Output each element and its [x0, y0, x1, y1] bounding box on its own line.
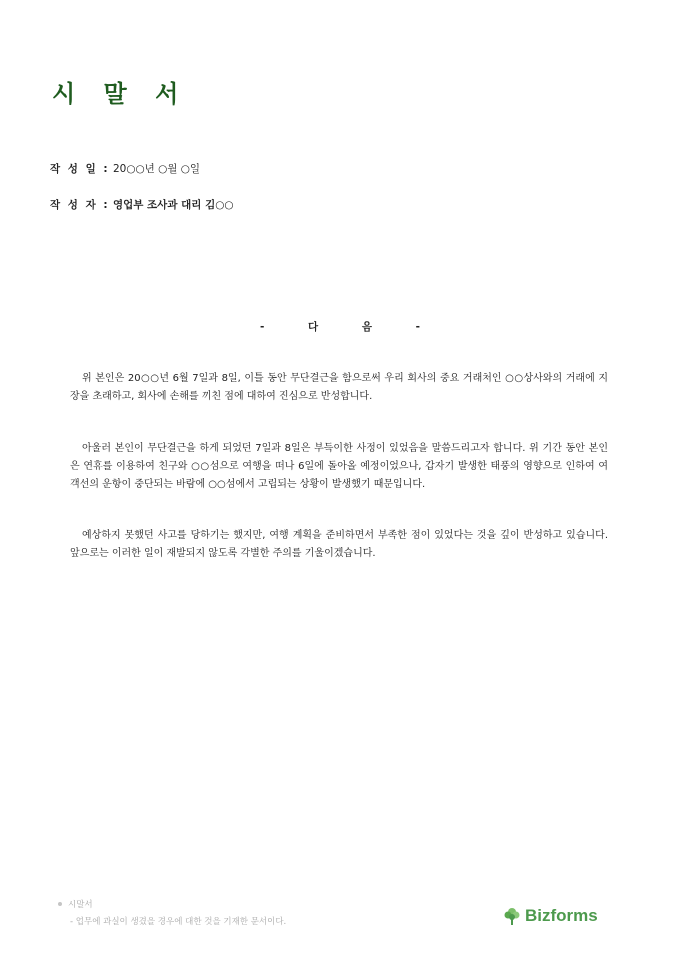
author-line	[50, 197, 234, 212]
footer-note	[58, 898, 286, 927]
paragraph-3: 예상하지 못했던 사고를 당하기는 했지만, 여행 계획을 준비하면서 부족한 점이 있었다는 것을 깊이 반성하고 있습니다. 앞으로는 이러한 일이 재발되지 않도록 각별한 주의를 기울이겠습니다.	[70, 530, 608, 559]
footer-description: - 업무에 과실이 생겼을 경우에 대한 것을 기재한 문서이다.	[70, 917, 287, 927]
author-value: 영업부 조사과 대리 김○○	[112, 199, 234, 211]
date-line	[50, 161, 200, 176]
date-value: 20○○년 ○월 ○일	[112, 163, 201, 175]
document-title: 시 말 서	[52, 80, 189, 108]
tree-icon	[503, 906, 521, 926]
date-label: 작 성 일 :	[50, 163, 110, 175]
logo-text: Bizforms	[525, 906, 598, 925]
bullet-icon	[58, 902, 62, 906]
bizforms-logo	[503, 906, 598, 926]
paragraph-1: 위 본인은 20○○년 6월 7일과 8일, 이틀 동안 무단결근을 함으로써 우리 회사의 중요 거래처인 ○○상사와의 거래에 지장을 초래하고, 회사에 손해를 끼친 점에 대하여 진심으로 반성합니다.	[70, 373, 608, 402]
author-label: 작 성 자 :	[50, 199, 110, 211]
footer-title: 시말서	[68, 900, 93, 910]
paragraph-2: 아울러 본인이 무단결근을 하게 되었던 7일과 8일은 부득이한 사정이 있었음을 말씀드리고자 합니다. 위 기간 동안 본인은 연휴를 이용하여 친구와 ○○섬으로 여행을 떠나 6일에 돌아올 예정이었으나, 갑자기 발생한 태풍의 영향으로 인하여 여객선의 운항이 중단되는 바람에 ○○섬에서 고립되는 상황이 발생했기 때문입니다.	[70, 443, 608, 490]
section-heading: - 다 음 -	[260, 321, 420, 333]
